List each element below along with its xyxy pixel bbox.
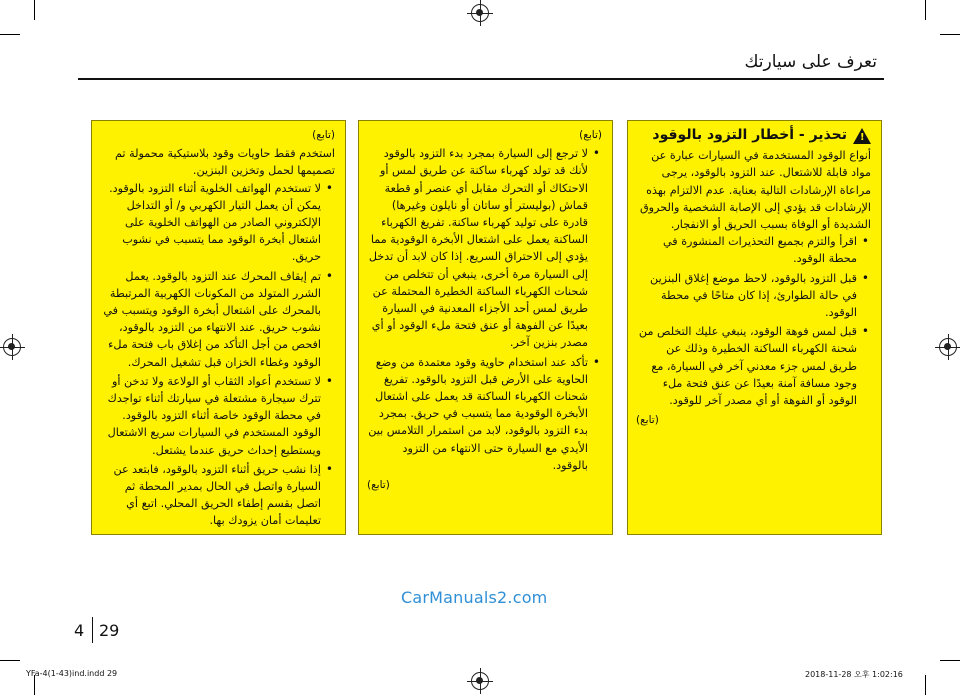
warning-list <box>636 233 871 409</box>
warning-list <box>367 145 602 474</box>
warning-panel-continued <box>91 120 346 535</box>
registration-mark-icon <box>471 4 489 22</box>
crop-mark <box>34 0 35 20</box>
section-title: تعرف على سيارتك <box>744 52 877 72</box>
crop-mark <box>925 0 926 20</box>
list-item: • لا تستخدم الهواتف الخلوية أثناء التزود بالوقود. يمكن أن يعمل التيار الكهربي و/ أو التداخل الإلكتروني الصادر من الهواتف الخلوية على اشتعال أبخرة الوقود مما يتسبب في نشوب حريق. <box>100 180 321 266</box>
warning-triangle-icon: ! <box>853 128 871 144</box>
crop-mark <box>0 660 20 661</box>
warning-panel <box>627 120 882 535</box>
registration-mark-icon <box>3 338 21 356</box>
warning-list <box>100 180 335 530</box>
page-number-divider <box>92 617 93 643</box>
crop-mark <box>0 34 20 35</box>
warning-title: تحذير - أخطار التزود بالوقود <box>652 127 847 143</box>
list-item: • قبل لمس فوهة الوقود، ينبغي عليك التخلص من شحنة الكهرباء الساكنة الخطيرة وذلك عن طريق لمس جزء معدني آخر في السيارة، مع وجود مسافة آمنة بعيدًا عن عنق فتحة ملء الوقود أو الفوهة أو أي مصدر آخر للوقود. <box>636 323 857 409</box>
list-item: • لا تستخدم أعواد الثقاب أو الولاعة ولا تدخن أو تترك سيجارة مشتعلة في سيارتك أثناء تواجدك في محطة الوقود خاصة أثناء التزود بالوقود. الوقود المستخدم في السيارات سريع الاشتعال ويستطيع إحداث حريق عندما يشتعل. <box>100 373 321 459</box>
registration-mark-icon <box>939 338 957 356</box>
list-item: • اقرأ والتزم بجميع التحذيرات المنشورة في محطة الوقود. <box>636 233 857 267</box>
continued-label: (تابع) <box>312 129 335 141</box>
page-number-left: 4 <box>74 621 85 640</box>
crop-mark <box>940 34 960 35</box>
list-item: • إذا نشب حريق أثناء التزود بالوقود، فابتعد عن السيارة واتصل في الحال بمدير المحطة ثم اتصل بقسم إطفاء الحريق المحلي. اتبع أي تعليمات أمان يزودك بها. <box>100 461 321 530</box>
list-item: • لا ترجع إلى السيارة بمجرد بدء التزود بالوقود لأنك قد تولد كهرباء ساكنة عن طريق لمس أو الاحتكاك أو التحرك مقابل أي عنصر أو قطعة قماش (بوليستر أو ساتان أو نايلون وغيرها) قادرة على توليد كهرباء ساكنة. تفريغ الكهرباء الساكنة يعمل على اشتعال الأبخرة الوقودية مما يؤدي إلى الاحتراق السريع. إذا كان لابد أن تدخل إلى السيارة مرة أخرى، ينبغي أن تتخلص من شحنات الكهرباء الساكنة الخطيرة المحتملة عن طريق لمس أحد الأجزاء المعدنية في السيارة بعيدًا عن الفوهة أو عنق فتحة ملء الوقود أو أي مصدر بنزين آخر. <box>367 145 588 351</box>
continued-label: (تابع) <box>579 129 602 141</box>
header-rule <box>78 78 884 80</box>
warning-heading <box>636 127 871 144</box>
page-number-right: 29 <box>99 621 120 640</box>
continued-label: (تابع) <box>636 414 659 427</box>
intro-text: استخدم فقط حاويات وقود بلاستيكية محمولة تم تصميمها لحمل وتخزين البنزين. <box>114 147 335 178</box>
warning-intro: أنواع الوقود المستخدمة في السيارات عبارة عن مواد قابلة للاشتعال. عند التزود بالوقود، يرجى مراعاة الإرشادات التالية بعناية. عدم الالتزام بهذه الإرشادات قد يؤدي إلى الإصابة الشخصية والحروق الشديدة أو الوفاة بسبب الحريق أو الانفجار. <box>639 149 871 232</box>
crop-mark <box>940 660 960 661</box>
crop-mark <box>925 675 926 695</box>
watermark: CarManuals2.com <box>401 588 548 607</box>
file-footer: YFa-4(1-43)ind.indd 29 <box>26 669 118 678</box>
list-item: • تم إيقاف المحرك عند التزود بالوقود. يعمل الشرر المتولد من المكونات الكهربية المرتبطة بالمحرك على اشتعال أبخرة الوقود ويتسبب في نشوب حريق. عند الانتهاء من التزود بالوقود، افحص من أجل التأكد من إغلاق باب فتحة ملء الوقود وغطاء الخزان قبل تشغيل المحرك. <box>100 268 321 371</box>
crop-mark <box>34 675 35 695</box>
file-timestamp: 2018-11-28 오후 1:02:16 <box>805 670 903 679</box>
warning-panel-continued <box>358 120 613 535</box>
list-item: • تأكد عند استخدام حاوية وقود معتمدة من وضع الحاوية على الأرض قبل التزود بالوقود. تفريغ شحنات الكهرباء الساكنة قد يعمل على اشتعال الأبخرة الوقودية مما يتسبب في حريق. بمجرد بدء التزود بالوقود، لابد من استمرار التلامس بين الأيدي مع السيارة حتى الانتهاء من التزود بالوقود. <box>367 354 588 474</box>
continued-label: (تابع) <box>367 479 390 492</box>
registration-mark-icon <box>471 672 489 690</box>
list-item: • قبل التزود بالوقود، لاحظ موضع إغلاق البنزين في حالة الطوارئ، إذا كان متاحًا في محطة الوقود. <box>636 270 857 322</box>
